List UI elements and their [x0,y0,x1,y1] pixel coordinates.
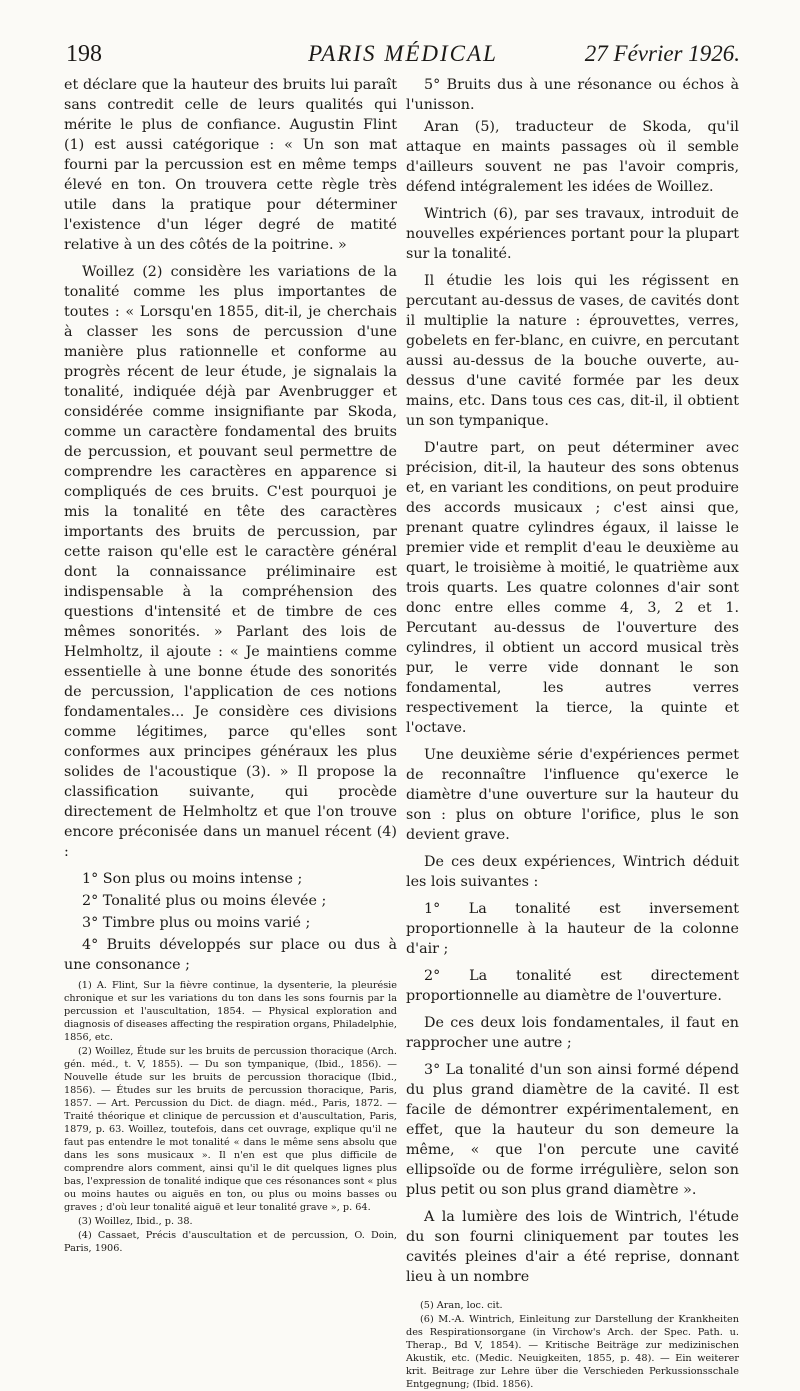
paragraph: Wintrich (6), par ses travaux, introduit de nouvelles expériences portant pour la plupart sur la tonalité. [406,206,739,262]
page-header [66,41,740,71]
paragraph: 3° La tonalité d'un son ainsi formé dépend du plus grand diamètre de la cavité. Il est facile de démontrer expérimentalement, en effet, que la hauteur du son demeure la même, « que l'on percute une cavité ellipsoïde ou de forme irrégulière, selon son plus petit ou son plus grand diamètre ». [406,1062,739,1198]
footnote: (6) M.-A. Wintrich, Einleitung zur Darstellung der Krankheiten des Respirationsorgane (in Virchow's Arch. der Spec. Path. u. Therap., Bd V, 1854). — Kritische Beiträge zur medizinischen Akustik, etc. (Medic. Neuigkeiten, 1855, p. 48). — Ein weiterer krit. Beitrage zur Lehre über die Verschieden Perkussionsschale Entgegnung; (Ibid. 1856). [406,1314,739,1390]
paragraph: Il étudie les lois qui les régissent en percutant au-dessus de vases, de cavités dont il multiplie la nature : éprouvettes, verres, gobelets en fer-blanc, en cuivre, en percutant aussi au-dessus de la bouche ouverte, au-dessus d'une cavité formée par les deux mains, etc. Dans tous ces cas, dit-il, il obtient un son tympanique. [406,273,739,429]
issue-date: 27 Février 1926. [584,41,740,66]
list-item: 2° Tonalité plus ou moins élevée ; [82,893,327,909]
paragraph: et déclare que la hauteur des bruits lui paraît sans contredit celle de leurs qualités qui mérite le plus de confiance. Augustin Flint (1) est aussi catégorique : « Un son mat fourni par la percussion est en même temps élevé en ton. On trouvera cette règle très utile dans la pratique pour déterminer l'existence d'un léger degré de matité relative à un des côtés de la poitrine. » [64,77,397,253]
footnote: (1) A. Flint, Sur la fièvre continue, la dysenterie, la pleurésie chronique et sur les variations du ton dans les sons fournis par la percussion et l'auscultation, 1854. — Physical exploration and diagnosis of diseases affecting the respiration organs, Philadelphie, 1856, etc. [64,980,397,1043]
paragraph: 1° La tonalité est inversement proportionnelle à la hauteur de la colonne d'air ; [406,901,739,957]
paragraph: D'autre part, on peut déterminer avec précision, dit-il, la hauteur des sons obtenus et, en variant les conditions, on peut produire des accords musicaux ; c'est ainsi que, prenant quatre cylindres égaux, il laisse le premier vide et remplit d'eau le deuxième au quart, le troisième à moitié, le quatrième aux trois quarts. Les quatre colonnes d'air sont donc entre elles comme 4, 3, 2 et 1. Percutant au-dessus de l'ouverture des cylindres, il obtient un accord musical très pur, le verre vide donnant le son fondamental, les autres verres respectivement la tierce, la quinte et l'octave. [406,440,739,736]
paragraph: Une deuxième série d'expériences permet de reconnaître l'influence qu'exerce le diamètre d'une ouverture sur la hauteur du son : plus on obture l'orifice, plus le son devient grave. [406,747,739,843]
paragraph: De ces deux lois fondamentales, il faut en rapprocher une autre ; [406,1015,739,1051]
paragraph: Woillez (2) considère les variations de la tonalité comme les plus importantes de toutes : « Lorsqu'en 1855, dit-il, je cherchais à classer les sons de percussion d'une manière plus rationnelle et conforme au progrès récent de leur étude, je signalais la tonalité, indiquée déjà par Avenbrugger et considérée comme insignifiante par Skoda, comme un caractère fondamental des bruits de percussion, et pouvant seul permettre de comprendre les caractères en apparence si compliqués de ces bruits. C'est pourquoi je mis la tonalité en tête des caractères importants des bruits de percussion, par cette raison qu'elle est le caractère général dont la connaissance préliminaire est indispensable à la compréhension des questions d'intensité et de timbre de ces mêmes sonorités. » Parlant des lois de Helmholtz, il ajoute : « Je maintiens comme essentielle à une bonne étude des sonorités de percussion, l'application de ces notions fondamentales... Je considère ces divisions comme légitimes, parce qu'elles sont conformes aux principes généraux les plus solides de l'acoustique (3). » Il propose la classification suivante, qui procède directement de Helmholtz et que l'on trouve encore préconisée dans un manuel récent (4) : [64,264,397,860]
paragraph: De ces deux expériences, Wintrich déduit les lois suivantes : [406,854,739,890]
list-item: 3° Timbre plus ou moins varié ; [82,915,311,931]
journal-title: PARIS MÉDICAL [308,41,498,66]
footnotes-left [64,979,397,1255]
left-column [64,75,397,1254]
footnote: (5) Aran, loc. cit. [420,1300,503,1311]
paragraph: Aran (5), traducteur de Skoda, qu'il attaque en maints passages où il semble d'ailleurs souvent ne pas l'avoir compris, défend intégralement les idées de Woillez. [406,119,739,195]
footnote: (3) Woillez, Ibid., p. 38. [78,1216,193,1227]
list-item: 5° Bruits dus à une résonance ou échos à l'unisson. [406,77,739,113]
list-item: 1° Son plus ou moins intense ; [82,871,303,887]
footnote: (4) Cassaet, Précis d'auscultation et de percussion, O. Doin, Paris, 1906. [64,1230,397,1254]
page-number: 198 [66,41,102,67]
list-item: 4° Bruits développés sur place ou dus à une consonance ; [64,937,397,973]
right-column [406,75,739,1390]
paragraph: A la lumière des lois de Wintrich, l'étude du son fourni cliniquement par toutes les cavités pleines d'air a été reprise, donnant lieu à un nombre [406,1209,739,1285]
paragraph: 2° La tonalité est directement proportionnelle au diamètre de l'ouverture. [406,968,739,1004]
footnotes-right [406,1299,739,1391]
footnote: (2) Woillez, Étude sur les bruits de percussion thoracique (Arch. gén. méd., t. V, 1855). — Du son tympanique, (Ibid., 1856). — Nouvelle étude sur les bruits de percussion thoracique (Ibid., 1856). — Études sur les bruits de percussion thoracique, Paris, 1857. — Art. Percussion du Dict. de diagn. méd., Paris, 1872. — Traité théorique et clinique de percussion et d'auscultation, Paris, 1879, p. 63. Woillez, toutefois, dans cet ouvrage, explique qu'il ne faut pas entendre le mot tonalité « dans le même sens absolu que dans les sons musicaux ». Il n'en est que plus difficile de comprendre alors comment, ainsi qu'il le dit quelques lignes plus bas, l'expression de tonalité indique que ces résonances sont « plus ou moins hautes ou aiguës en ton, ou plus ou moins basses ou graves ; d'où leur tonalité aiguë et leur tonalité grave », p. 64. [64,1046,397,1213]
